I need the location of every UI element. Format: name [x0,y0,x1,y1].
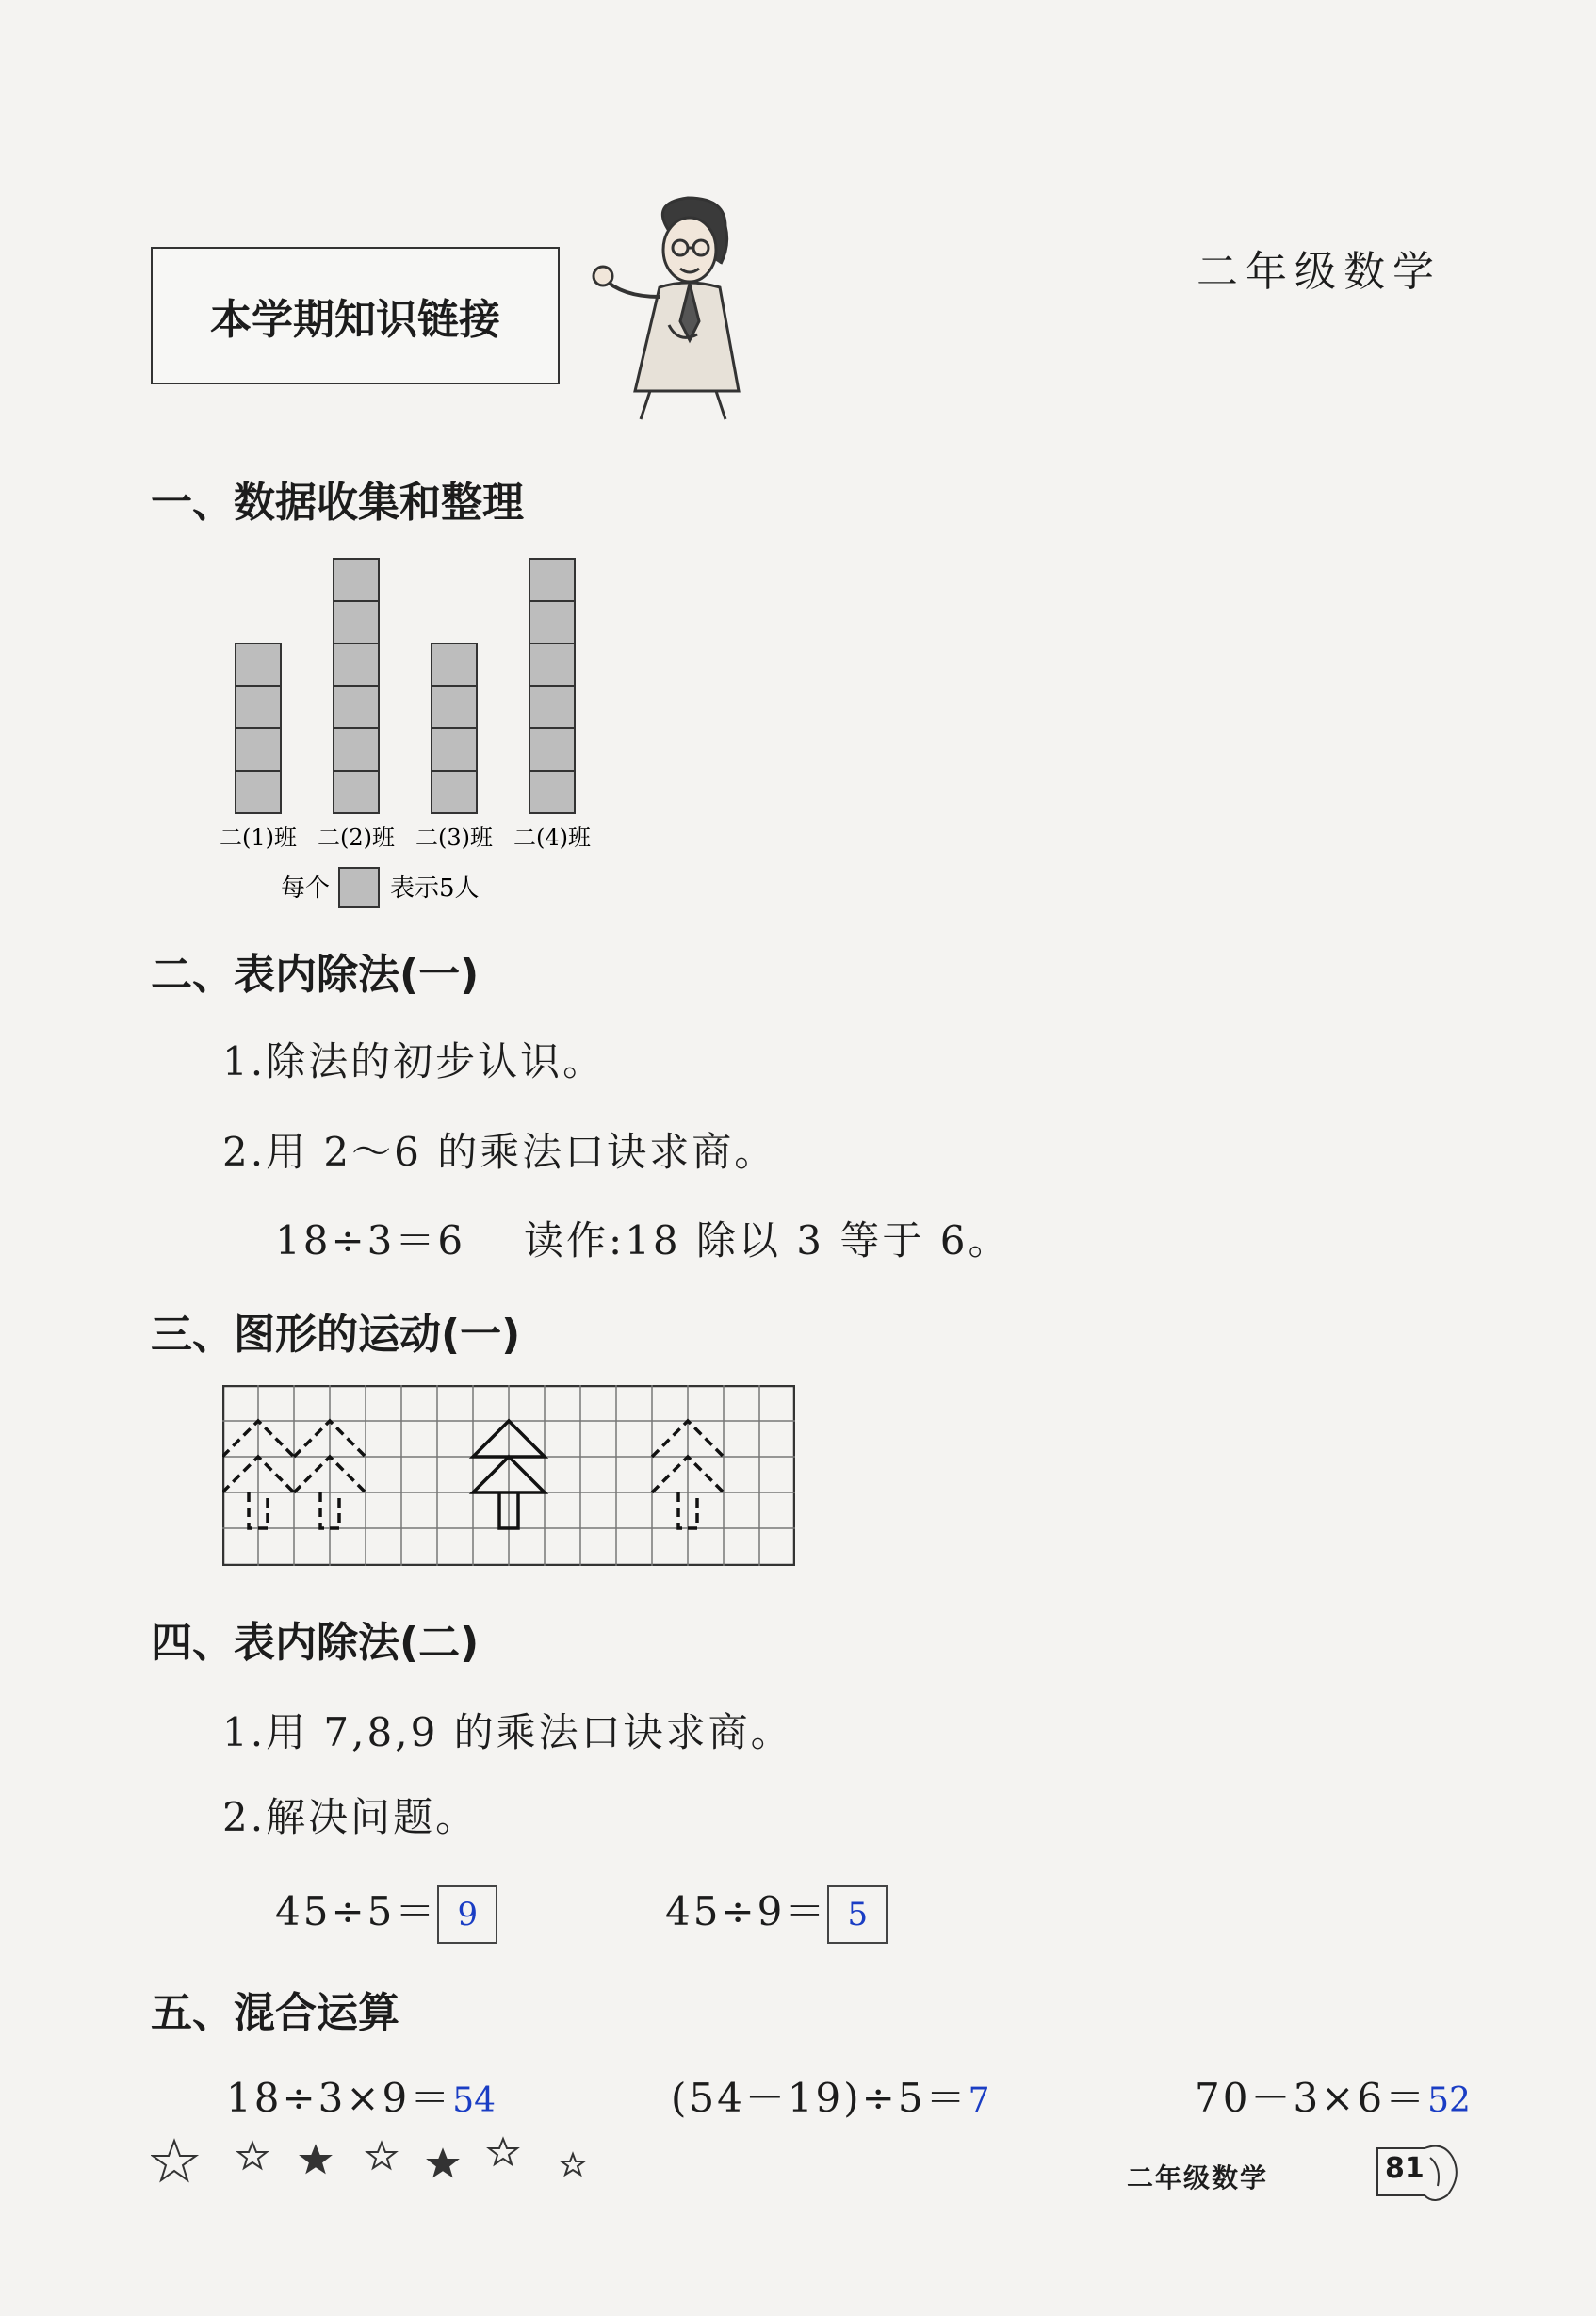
exercise-5-3 [1195,2067,1471,2124]
item-2-2: 2.用 2～6 的乘法口诀求商。 [222,1129,777,1175]
bar-category-label: 二(4)班 [513,824,591,851]
bar-block [529,728,575,771]
answer-box: 5 [827,1885,888,1944]
answer: 52 [1427,2081,1471,2120]
bar-category-label: 二(1)班 [220,824,297,851]
answer: 54 [452,2081,497,2120]
section-title-box [151,247,560,384]
bar-block [432,728,477,771]
exercise-expr: 45÷5＝ [275,1888,438,1934]
answer: 7 [968,2081,990,2120]
exercise-expr: (54－19)÷5＝ [671,2075,969,2121]
bar-block [334,559,379,601]
exercise-4-1 [275,1881,497,1944]
answer-box: 9 [437,1885,497,1944]
bar-block [334,601,379,644]
bar-block [529,601,575,644]
bar-block [236,771,281,813]
legend-suffix: 表示5人 [390,874,480,903]
page-number: 81 [1385,2152,1425,2185]
item-4-2: 2.解决问题。 [222,1794,479,1840]
bar-category-label: 二(3)班 [415,824,493,851]
bar-block [334,644,379,686]
bar-block [432,771,477,813]
section-heading-5: 五、混合运算 [151,1989,399,2037]
exercise-5-1 [226,2067,496,2124]
bar-block [334,728,379,771]
star-decoration-icon [151,2131,603,2188]
bar-block [236,686,281,728]
exercise-5-2 [671,2067,989,2124]
exercise-expr: 18÷3×9＝ [226,2075,453,2121]
bar-block [529,644,575,686]
bar-block [529,559,575,601]
item-4-1: 1.用 7,8,9 的乘法口诀求商。 [222,1709,793,1755]
legend-block [339,868,379,907]
bar-block [236,644,281,686]
subject-header: 二年级数学 [1197,248,1441,296]
section-heading-3: 三、图形的运动(一) [151,1311,521,1359]
example-equation: 18÷3＝6 [275,1217,466,1264]
item-2-1: 1.除法的初步认识。 [222,1038,606,1085]
legend-prefix: 每个 [280,874,330,903]
exercise-expr: 70－3×6＝ [1195,2075,1428,2121]
teacher-illustration [528,193,782,429]
bar-category-label: 二(2)班 [318,824,395,851]
example-reading: 读作:18 除以 3 等于 6。 [524,1217,1011,1264]
bar-block [334,686,379,728]
footer-subject: 二年级数学 [1127,2162,1269,2194]
bar-block [334,771,379,813]
exercise-4-2 [665,1881,888,1944]
bar-block [432,686,477,728]
bar-chart [207,551,641,909]
section-heading-1: 一、数据收集和整理 [151,479,524,527]
section-heading-4: 四、表内除法(二) [151,1619,480,1667]
bar-block [529,686,575,728]
exercise-expr: 45÷9＝ [665,1888,828,1934]
grid-translation-figure [222,1385,795,1566]
bar-block [236,728,281,771]
section-title: 本学期知识链接 [210,296,500,344]
section-heading-2: 二、表内除法(一) [151,951,480,999]
bar-block [529,771,575,813]
bar-block [432,644,477,686]
